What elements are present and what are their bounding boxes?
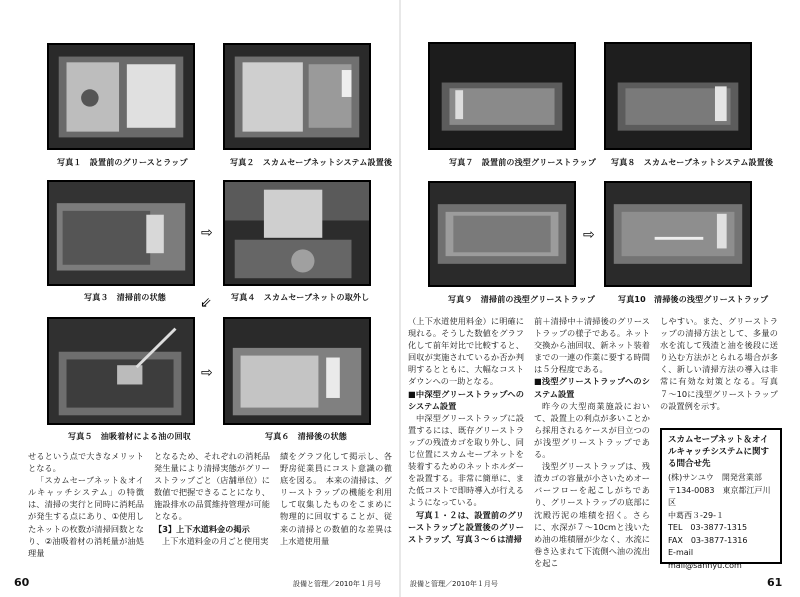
right-col2-para-3: 浅型グリーストラップは、残渣カゴの容量が小さいためオーバーフローを起こしがちであり、グリーストラップの底部に沈殿汚泥の堆積を招く。さらに、水深が７〜10cmと浅いため油の堆積層が少なく、水流に巻き込まれて下流側へ油の流出を起こ [534,461,650,568]
photo-7-shallow-trap-before [428,42,576,150]
right-col1-heading: ■中深型グリーストラップへのシステム設置 [408,388,524,411]
left-col2-para-2: 上下水道料金の月ごと使用実 [162,535,269,546]
photo-5-caption: 写真５ 油吸着材による油の回収 [68,432,191,441]
right-body-column-1 [408,315,524,545]
right-col1-para-2: 中深型グリーストラップに設置するには、既存グリーストラップの残渣カゴを取り外し、同じ位置にスカムセーブネットを装着するためのネットホルダーを設置する。非常に簡単に、また低コストで即時導入が行えるようになっている。 [408,412,524,508]
left-body-column-3 [280,450,392,547]
left-col2-heading: 【3】上下水道料金の掲示 [154,523,250,534]
photo-5-oil-recovery [47,317,195,425]
contact-address: 中葛西３-29-１ [668,510,724,520]
left-col2-para-1: となるため、それぞれの消耗品発生量により清掃実態がグリーストラップごと（店舗単位）に数値で把握できることになり、施設排水の品質維持管理が可能となる。 [154,451,270,522]
arrow-down-left-icon: ⇙ [200,295,212,311]
right-col1-para-3: 写真１・２は、設置前のグリーストラップと設置後のグリーストラップ、写真３〜６は清掃 [408,509,524,544]
page-number-left: 60 [14,576,30,589]
contact-company: (株)サンユウ 開発営業部 [668,473,762,482]
contact-info-box [660,428,782,570]
right-col3-para: しやすい。また、グリーストラップの清掃方法として、多量の水を流して残渣と油を後段に送り込む方法がとられる場合が多く、新しい清掃方法の導入は非常に有効な対策となる。写真７〜10に浅型グリーストラップの設置例を示す。 [660,316,778,411]
journal-footer-left: 設備と管理／2010年１月号 [293,580,381,588]
right-col1-para-1: （上下水道使用料金）に明確に現れる。そうした数値をグラフ化して前年対比で比較すると、回収が実施されているか否か判明するとともに、大幅なコストダウンへの一助となる。 [408,316,524,387]
photo-6-caption: 写真６ 清掃後の状態 [265,432,347,441]
photo-10-caption: 写真10 清掃後の浅型グリーストラップ [618,295,769,304]
photo-4-caption: 写真４ スカムセーブネットの取外し [231,293,370,302]
right-col2-para-2: 昨今の大型商業施設において、設置上の利点が多いことから採用されるケースが目立つのが浅型グリーストラップである。 [534,400,650,460]
left-col1-para-2: 「スカムセーブネット＆オイルキャッチシステム」の特徴は、清掃の実行と同時に消耗品が発生する点にあり、①使用したネットの枚数が清掃回数となり、②油吸着材の消耗量が油処理量 [28,475,144,558]
arrow-right-icon: ⇨ [583,227,595,243]
right-col2-para-1: 前＋清掃中＋清掃後のグリーストラップの様子である。ネット交換から油回収、新ネット装着までの一連の作業に要する時間は５分程度である。 [534,316,650,375]
contact-email: E-mail mail@sannyu.com [668,548,742,570]
photo-3-caption: 写真３ 清掃前の状態 [84,293,166,302]
arrow-right-icon: ⇨ [201,365,213,381]
contact-tel: TEL 03-3877-1315 [668,523,748,532]
page-number-right: 61 [767,576,783,589]
left-col1-para-1: せるという点で大きなメリットとなる。 [28,451,144,474]
right-body-column-2 [534,315,650,569]
right-body-column-3 [660,315,778,412]
contact-fax: FAX 03-3877-1316 [668,535,748,545]
arrow-right-icon: ⇨ [201,225,213,241]
right-col2-heading: ■浅型グリーストラップへのシステム設置 [534,376,650,399]
photo-9-caption: 写真９ 清掃前の浅型グリーストラップ [448,295,596,304]
left-col3-para: 績をグラフ化して掲示し、各野房従業員にコスト意識の徹底を図る。 本来の清掃は、グリーストラップの機能を利用して収集したものをこまめに物理的に回収することが、従来の清掃との数値的な差異は上水道使用量 [280,451,392,546]
left-body-column-1 [28,450,144,559]
photo-1-caption: 写真１ 設置前のグリースとラップ [57,158,188,167]
photo-8-net-system-installed [604,42,752,150]
photo-4-net-removal [223,180,371,286]
journal-footer-right: 設備と管理／2010年１月号 [410,580,498,588]
contact-postal: 〒134-0083 東京都江戸川区 [668,485,771,507]
photo-2-caption: 写真２ スカムセーブネットシステム設置後 [230,158,393,167]
photo-2-net-system-installed [223,43,371,150]
contact-title: スカムセーブネット＆オイルキャッチシステムに関する問合せ先 [668,435,769,469]
photo-8-caption: 写真８ スカムセーブネットシステム設置後 [611,158,774,167]
photo-6-after-cleaning [223,317,371,425]
photo-3-before-cleaning [47,180,195,286]
photo-9-shallow-trap-before-cleaning [428,181,576,287]
photo-10-shallow-trap-after-cleaning [604,181,752,287]
photo-7-caption: 写真７ 設置前の浅型グリーストラップ [449,158,597,167]
left-body-column-2 [154,450,270,547]
page-gutter [399,0,401,597]
photo-1-grease-trap-before [47,43,195,150]
